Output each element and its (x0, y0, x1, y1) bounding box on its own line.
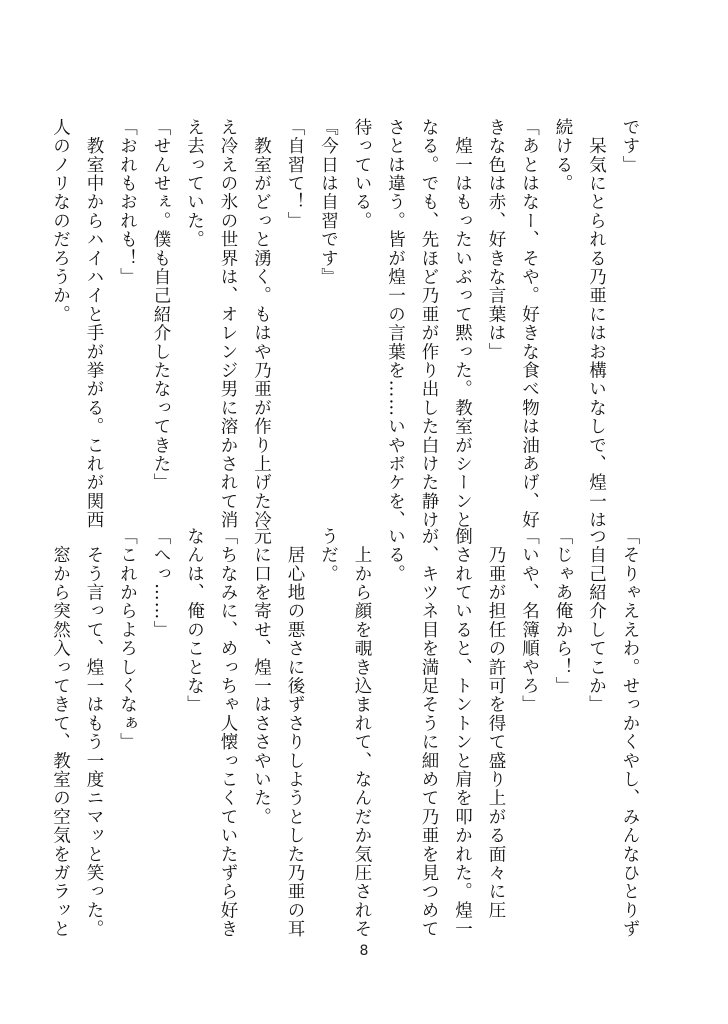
text-line: 煌一はもったいぶって黙った。教室がシーンと (452, 118, 473, 530)
text-line: 人のノリなのだろうか。 (50, 118, 71, 324)
text-line: 教室がどっと湧く。もはや乃亜が作り上げた冷 (251, 118, 272, 530)
text-line: 上から顔を覗き込まれて、なんだか気圧されそ (352, 527, 372, 939)
text-line: です」 (620, 118, 640, 175)
text-line: 居心地の悪さに後ずさりしようとした乃亜の耳 (285, 527, 305, 939)
text-line: 『今日は自習です』 (318, 118, 339, 287)
page-number: 8 (359, 943, 369, 959)
text-line: いる。 (385, 527, 406, 584)
text-line: なる。でも、先ほど乃亜が作り出した白けた静け (419, 118, 439, 530)
text-line: 「これからよろしくなぁ」 (117, 527, 138, 752)
text-line: 続ける。 (553, 118, 573, 193)
text-line: 教室中からハイハイと手が挙がる。これが関西 (84, 118, 104, 530)
text-line: なんは、俺のことな」 (184, 527, 205, 714)
text-line: が、キツネ目を満足そうに細めて乃亜を見つめて (419, 527, 439, 939)
text-block-bottom (43, 527, 646, 939)
text-line: きな色は赤、好きな言葉は」 (486, 118, 506, 362)
text-line: 呆気にとられる乃亜にはお構いなしで、煌一は (586, 118, 607, 530)
text-line: 待っている。 (352, 118, 372, 231)
text-line: さとは違う。皆が煌一の言葉を……いやボケを、 (385, 118, 406, 530)
text-line: 「ちなみに、めっちゃ人懐っこくていたずら好き (218, 527, 238, 939)
text-line: え冷えの氷の世界は、オレンジ男に溶かされて消 (218, 118, 238, 530)
text-block-top (43, 118, 646, 530)
text-line: うだ。 (318, 527, 339, 584)
text-line: つ自己紹介してこか」 (586, 527, 607, 714)
text-line: 「いや、名簿順やろ」 (519, 527, 540, 714)
text-line: 倒されていると、トントンと肩を叩かれた。煌一 (452, 527, 473, 939)
text-line: 元に口を寄せ、煌一はささやいた。 (251, 527, 272, 827)
text-line: 「せんせぇ。僕も自己紹介したなってきた」 (151, 118, 171, 492)
text-line: 「おれもおれも！」 (117, 118, 138, 287)
text-line: そう言って、煌一はもう一度ニマッと笑った。 (84, 527, 104, 939)
text-line: え去っていた。 (184, 118, 205, 249)
text-line: 「じゃあ俺から！」 (553, 527, 573, 696)
text-line: 「そりゃええわ。せっかくやし、みんなひとりず (620, 527, 640, 939)
text-line: 「あとはなー、そや。好きな食べ物は油あげ、好 (519, 118, 540, 530)
text-line: 窓から突然入ってきて、教室の空気をガラッと (50, 527, 71, 939)
text-line: 「へっ……」 (151, 527, 171, 640)
text-line: 「自習て！」 (285, 118, 305, 231)
text-line: 乃亜が担任の許可を得て盛り上がる面々に圧 (486, 527, 506, 920)
